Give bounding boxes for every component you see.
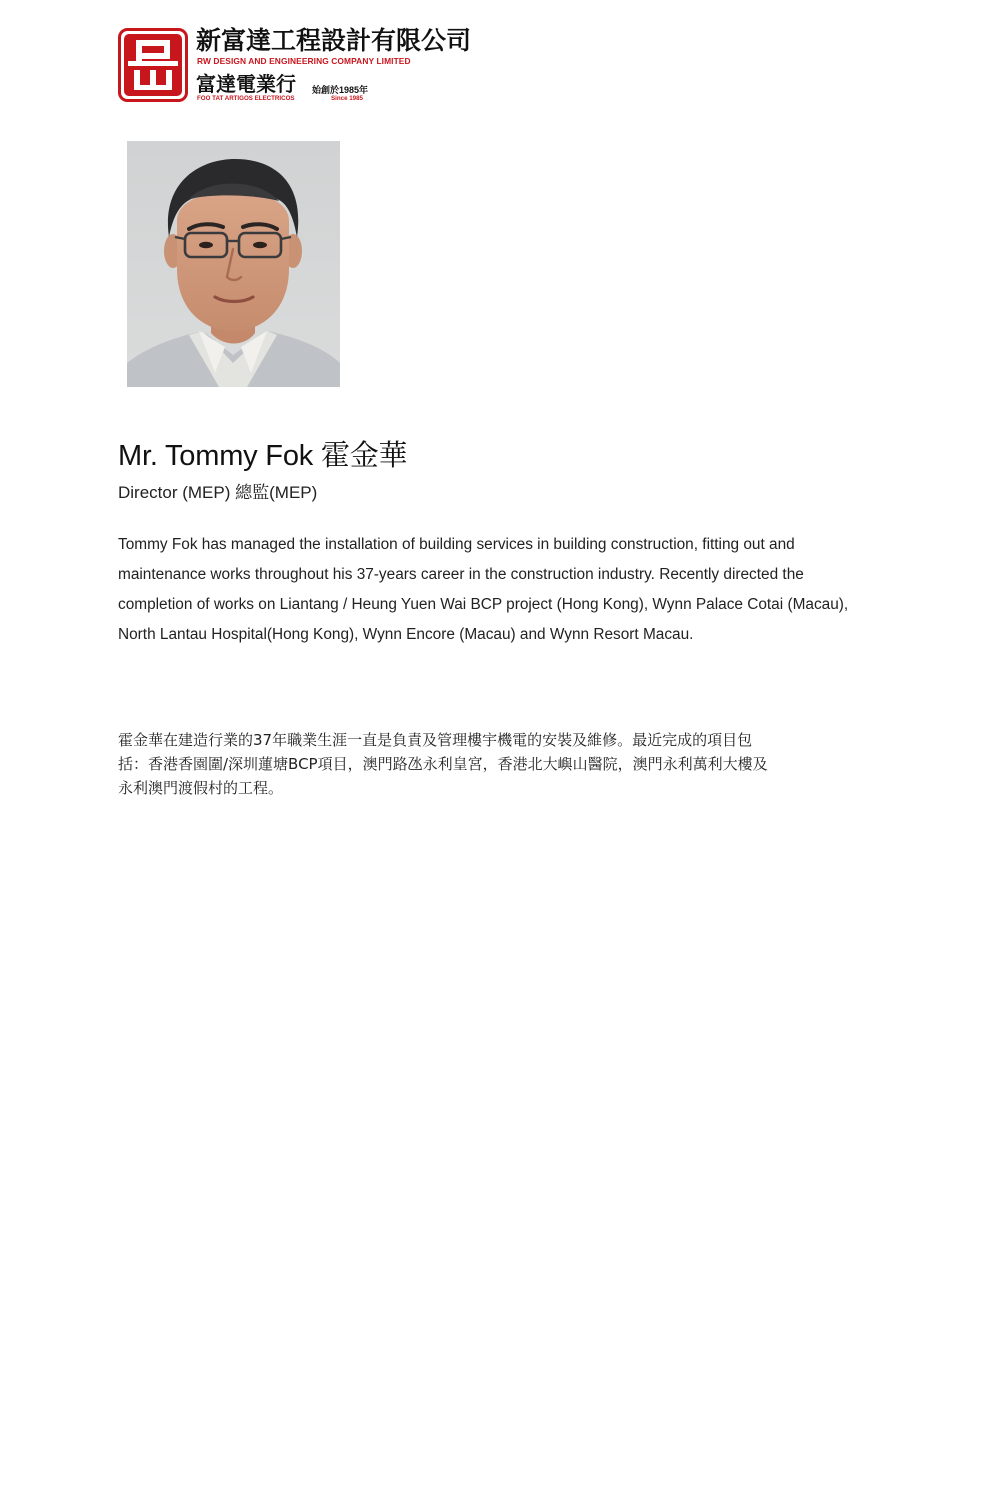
portrait-illustration — [127, 141, 340, 387]
company-name-en: RW DESIGN AND ENGINEERING COMPANY LIMITED — [197, 56, 411, 66]
rw-logo-mark-icon — [118, 28, 188, 102]
company-name-cn: 新富達工程設計有限公司 — [196, 26, 472, 55]
person-role: Director (MEP) 總監(MEP) — [118, 483, 318, 502]
biography-english: Tommy Fok has managed the installation of building services in building construction, fitting out and maintenance works throughout his 37-years career in the construction industry. Recently directed the completion of works on Liantang / Heung Yuen Wai BCP project (Hong Kong), Wynn Palace Cotai (Macau), North Lantau Hospital(Hong Kong), Wynn Encore (Macau) and Wynn Resort Macau. — [118, 536, 849, 643]
sub-company-name-cn: 富達電業行 — [196, 72, 296, 96]
person-name: Mr. Tommy Fok 霍金華 — [118, 440, 408, 472]
biography-chinese: 霍金華在建造行業的37年職業生涯一直是負責及管理樓宇機電的安裝及維修。最近完成的項目包括：香港香園圍/深圳蓮塘BCP項目，澳門路氹永利皇宮，香港北大嶼山醫院，澳門永利萬利大樓及永利澳門渡假村的工程。 — [118, 731, 768, 797]
since-label-cn: 始創於1985年 — [312, 85, 369, 95]
logo-wordmark — [196, 28, 496, 104]
sub-company-name-en: FOO TAT ARTIGOS ELECTRICOS — [197, 95, 295, 102]
since-label-en: Since 1985 — [331, 95, 363, 102]
profile-photo — [127, 141, 340, 387]
company-logo[interactable] — [118, 28, 488, 104]
